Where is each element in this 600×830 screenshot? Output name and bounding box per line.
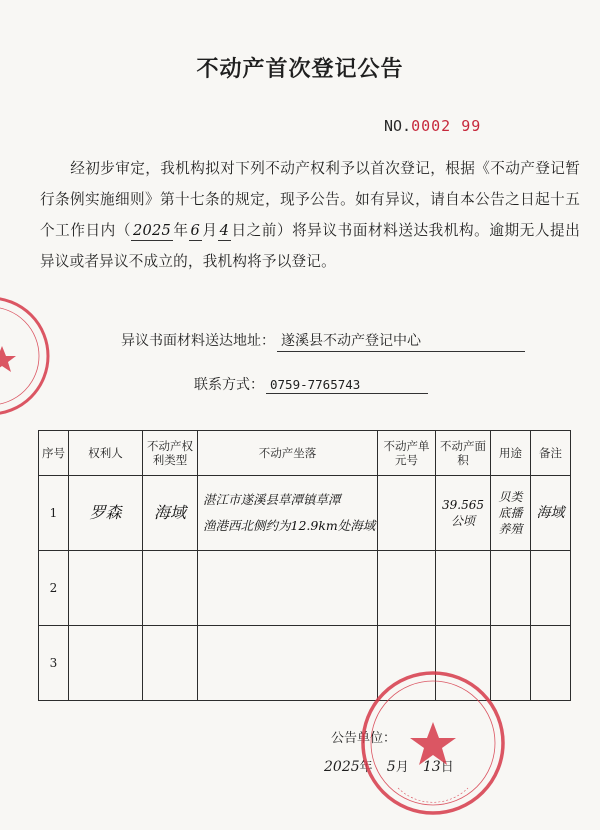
date-year-unit: 年 xyxy=(359,760,373,775)
date-year: 2025 xyxy=(324,759,360,775)
row-holder xyxy=(69,476,143,551)
row-location xyxy=(198,476,378,551)
row-seq: 2 xyxy=(39,551,69,626)
serial-value: 0002 99 xyxy=(411,117,482,135)
area-value: 39.565 xyxy=(442,498,484,512)
seal-stamp-left xyxy=(0,292,60,422)
body-segment-2: 日之前）将异议书面材料送达我机构。逾期无人提出异议或者异议不成立的，我机构将予以登记。 xyxy=(40,222,580,270)
row-type xyxy=(143,476,198,551)
objection-address xyxy=(121,330,525,352)
header-location: 不动产坐落 xyxy=(198,431,378,476)
serial-number xyxy=(384,117,481,135)
holder-name: 罗森 xyxy=(89,503,122,522)
official-seal xyxy=(358,668,508,818)
deadline-day: 4 xyxy=(219,222,230,239)
deadline-month-unit: 月 xyxy=(202,222,218,239)
deadline-year-unit: 年 xyxy=(172,222,189,239)
address-value: 遂溪县不动产登记中心 xyxy=(277,330,525,352)
row-seq: 1 xyxy=(39,476,69,551)
address-label: 异议书面材料送达地址： xyxy=(121,333,275,349)
row-seq: 3 xyxy=(39,626,69,701)
contact-label: 联系方式： xyxy=(194,377,264,393)
unit-label: 公告单位： xyxy=(331,731,397,746)
announcement-body xyxy=(40,153,580,277)
header-use: 用途 xyxy=(491,431,531,476)
date-month: 5 xyxy=(386,759,396,775)
body-segment-1: 经初步审定，我机构拟对下列不动产权利予以首次登记，根据《不动产登记暂行条例实施细则》第十七条的规定，现予公告。如有异议，请自本公告之日起十五个工作日内（ xyxy=(40,160,580,239)
date-day: 13 xyxy=(422,759,441,775)
area-unit: 公顷 xyxy=(450,514,475,528)
header-area: 不动产面 积 xyxy=(436,431,491,476)
header-holder: 权利人 xyxy=(69,431,143,476)
row-use xyxy=(491,476,531,551)
row-note xyxy=(531,476,571,551)
location-line-2: 渔港西北侧约为12.9km处海域 xyxy=(203,518,376,533)
header-seq: 序号 xyxy=(39,431,69,476)
table-header-row xyxy=(39,431,571,476)
table-row xyxy=(39,551,571,626)
page-title: 不动产首次登记公告 xyxy=(196,57,404,82)
right-type: 海域 xyxy=(153,503,186,522)
serial-prefix: NO. xyxy=(384,117,412,135)
deadline-year: 2025 xyxy=(133,222,171,239)
property-table xyxy=(38,430,571,701)
row-unit xyxy=(378,476,436,551)
row-area xyxy=(436,476,491,551)
header-note: 备注 xyxy=(531,431,571,476)
header-unit: 不动产单元号 xyxy=(378,431,436,476)
use-line-1: 贝类 xyxy=(498,490,523,504)
note-value: 海域 xyxy=(536,505,565,521)
use-line-3: 养殖 xyxy=(498,522,523,536)
contact-value: 0759-7765743 xyxy=(266,377,428,394)
location-line-1: 湛江市遂溪县草潭镇草潭 xyxy=(203,492,341,507)
date-month-unit: 月 xyxy=(395,760,409,775)
deadline-month: 6 xyxy=(190,222,201,239)
header-type: 不动产权利类型 xyxy=(143,431,198,476)
table-row xyxy=(39,476,571,551)
contact-info xyxy=(194,374,428,394)
date-day-unit: 日 xyxy=(440,760,454,775)
use-line-2: 底播 xyxy=(498,506,523,520)
